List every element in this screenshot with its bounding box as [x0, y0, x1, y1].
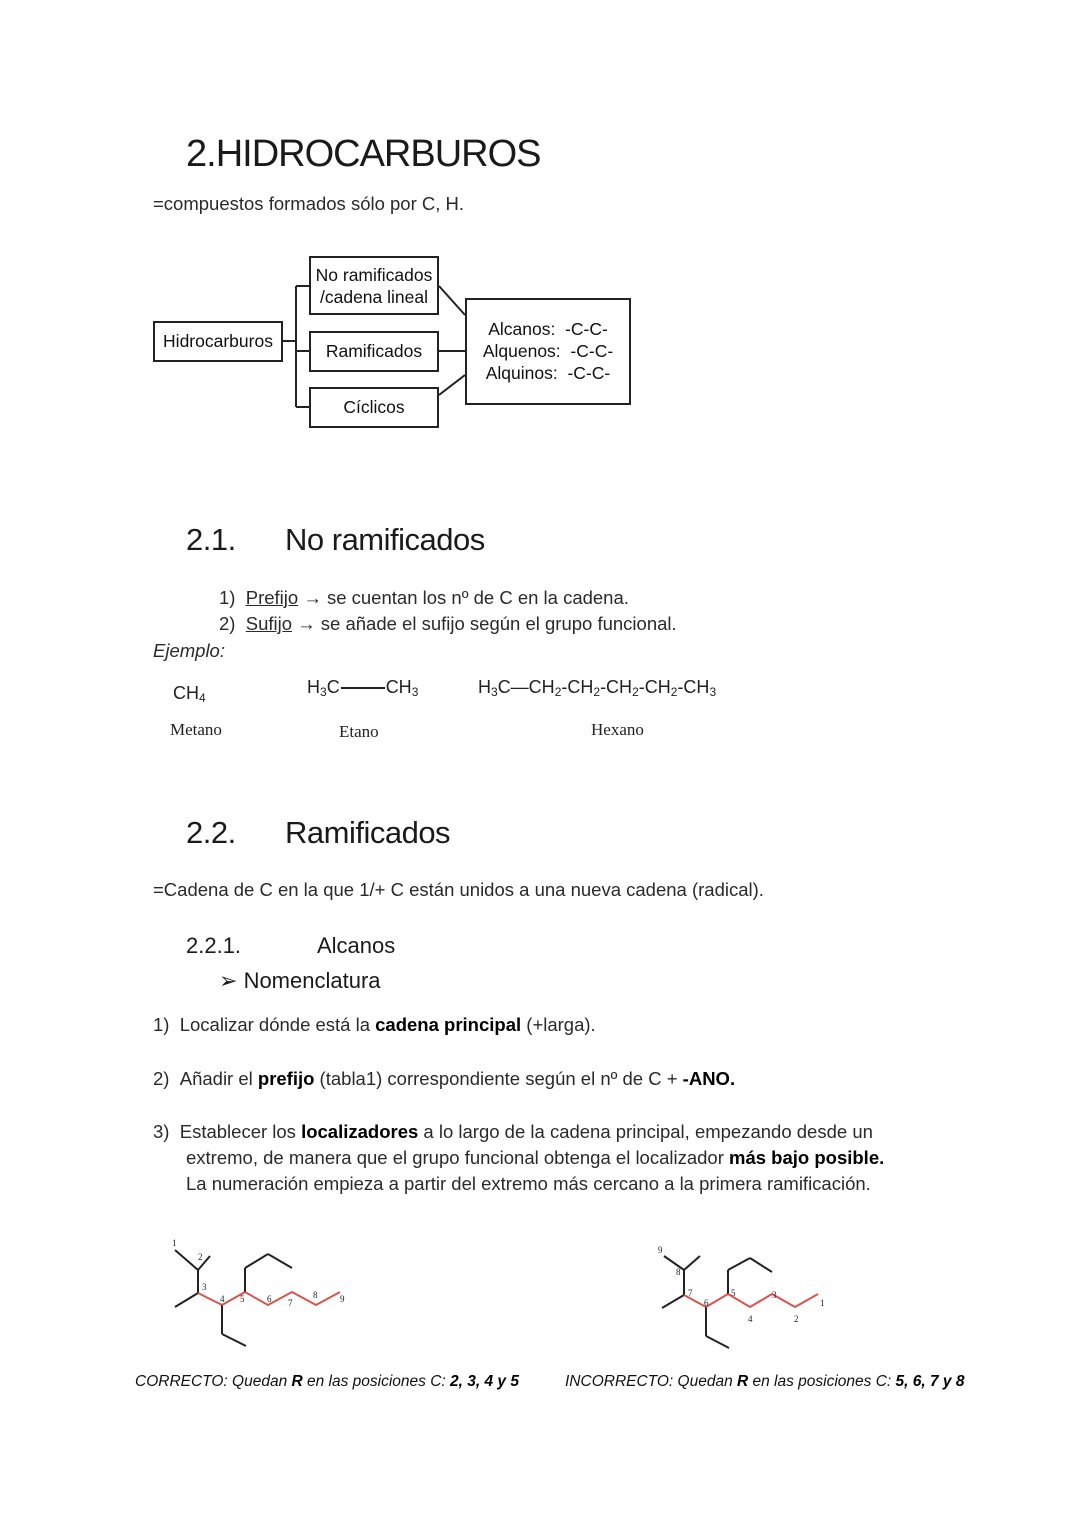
- no-ramificados-line1: No ramificados: [315, 265, 433, 285]
- rule-3-line-1: 3) Establecer los localizadores a lo largo de la cadena principal, empezando desde un: [153, 1121, 873, 1142]
- left-label-9: 9: [340, 1294, 345, 1304]
- molecule-right-labels: [658, 1245, 825, 1324]
- molecule-right: [662, 1256, 818, 1348]
- step-prefijo: 1) Prefijo → se cuentan los nº de C en la cadena.: [219, 587, 629, 608]
- heading-title: HIDROCARBUROS: [215, 133, 541, 175]
- left-label-3: 3: [202, 1282, 207, 1292]
- left-label-1: 1: [172, 1238, 177, 1248]
- prefijo-term: Prefijo: [245, 587, 299, 608]
- right-label-4: 4: [748, 1314, 753, 1324]
- arrow-icon: →: [297, 613, 316, 634]
- hexano-formula: $H_3C—CH_2-CH_2-CH_2-CH_2-CH_3$: [478, 677, 717, 699]
- right-label-2: 2: [794, 1314, 799, 1324]
- left-label-6: 6: [267, 1294, 272, 1304]
- right-label-8: 8: [676, 1267, 681, 1277]
- section-2-1-title: No ramificados: [285, 522, 485, 557]
- diagram-root-hidrocarburos: Hidrocarburos: [153, 321, 283, 362]
- heading-number: 2.: [186, 133, 216, 175]
- right-label-5: 5: [731, 1288, 736, 1298]
- arrow-icon: →: [303, 587, 322, 608]
- ramificados-definition: =Cadena de C en la que 1/+ C están unidos a una nueva cadena (radical).: [153, 879, 764, 900]
- left-label-8: 8: [313, 1290, 318, 1300]
- left-label-5: 5: [240, 1294, 245, 1304]
- type-alquinos: Alquinos: -C-C-: [485, 363, 611, 383]
- left-label-2: 2: [198, 1252, 203, 1262]
- etano-name: Etano: [339, 722, 379, 741]
- section-2-2-number: 2.2.: [186, 815, 236, 850]
- metano-name: Metano: [170, 720, 222, 739]
- nomenclatura-heading: ➢ Nomenclatura: [219, 968, 381, 993]
- type-alquenos: Alquenos: -C-C-: [482, 341, 614, 361]
- rule-3-line-3: La numeración empieza a partir del extremo más cercano a la primera ramificación.: [186, 1173, 871, 1194]
- right-label-1: 1: [820, 1298, 825, 1308]
- rule-2: 2) Añadir el prefijo (tabla1) correspondiente según el nº de C + -ANO.: [153, 1068, 736, 1089]
- etano-formula: $H_3C$ $CH_3$: [307, 677, 419, 699]
- subsection-number: 2.2.1.: [186, 933, 242, 958]
- right-label-7: 7: [688, 1288, 693, 1298]
- rule-1: 1) Localizar dónde está la cadena principal (+larga).: [153, 1014, 596, 1035]
- diagram-ramificados: Ramificados: [309, 331, 439, 372]
- section-2-1-number: 2.1.: [186, 522, 236, 557]
- example-label: Ejemplo:: [153, 640, 225, 661]
- rule-3-line-2: extremo, de manera que el grupo funcional obtenga el localizador más bajo posible.: [186, 1147, 885, 1168]
- section-2-2-title: Ramificados: [285, 815, 451, 850]
- metano-formula: $CH_4$: [173, 683, 206, 705]
- definition-text: =compuestos formados sólo por C, H.: [153, 193, 465, 214]
- no-ramificados-line2: /cadena lineal: [320, 287, 428, 307]
- arrow-bullet-icon: ➢: [219, 968, 238, 993]
- step-sufijo: 2) Sufijo → se añade el sufijo según el grupo funcional.: [219, 613, 677, 634]
- type-alcanos: Alcanos: -C-C-: [488, 319, 608, 339]
- sufijo-term: Sufijo: [245, 613, 293, 634]
- left-label-7: 7: [288, 1298, 293, 1308]
- left-label-4: 4: [220, 1294, 225, 1304]
- caption-correct: CORRECTO: Quedan R en las posiciones C: 2, 3, 4 y 5: [135, 1373, 519, 1390]
- right-label-6: 6: [704, 1298, 709, 1308]
- hexano-name: Hexano: [591, 720, 644, 739]
- right-label-9: 9: [658, 1245, 663, 1255]
- subsection-title: Alcanos: [317, 933, 396, 958]
- right-label-3: 3: [772, 1290, 777, 1300]
- diagram-ciclicos: Cíclicos: [309, 387, 439, 428]
- caption-incorrect: INCORRECTO: Quedan R en las posiciones C: 5, 6, 7 y 8: [565, 1373, 965, 1390]
